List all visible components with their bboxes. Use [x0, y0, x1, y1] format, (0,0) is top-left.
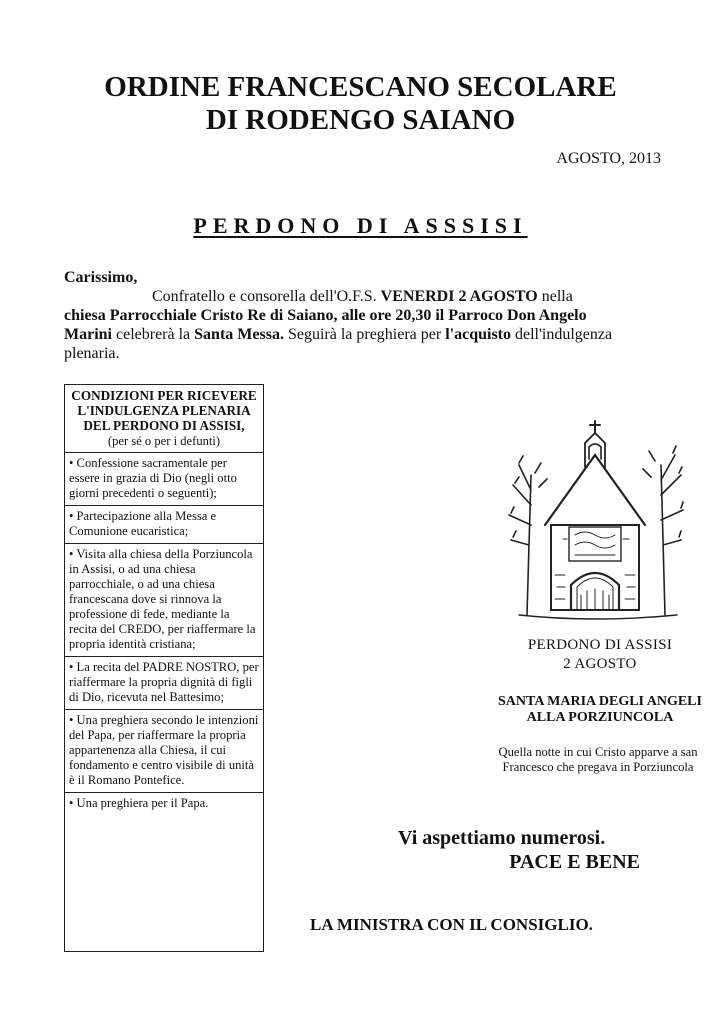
letter-acquisto: l'acquisto: [445, 326, 511, 343]
letter-location: chiesa Parrocchiale Cristo Re di Saiano, alle ore 20,30 il Parroco Don Angelo: [64, 307, 587, 324]
image-caption: [500, 636, 700, 674]
letter-line-2: [64, 306, 664, 325]
letter-body: [64, 268, 664, 363]
event-heading: [0, 213, 721, 239]
condition-item: • Partecipazione alla Messa e Comunione eucaristica;: [65, 505, 263, 543]
conditions-heading: CONDIZIONI PER RICEVERE L'INDULGENZA PLENARIA DEL PERDONO DI ASSISI,: [71, 388, 257, 433]
letter-text: celebrerà la: [112, 326, 195, 343]
letter-date: VENERDI 2 AGOSTO: [380, 288, 538, 305]
letter-text: dell'indulgenza: [511, 326, 613, 343]
condition-item: • La recita del PADRE NOSTRO, per riaffermare la propria dignità di figli di Dio, ricevuta nel Battesimo;: [65, 656, 263, 709]
condition-item: • Una preghiera secondo le intenzioni del Papa, per riaffermare la propria appartenenza alla Chiesa, il cui fondamento e centro visibile di unità è il Romano Pontefice.: [65, 709, 263, 792]
conditions-box: [64, 384, 264, 952]
condition-item: • Visita alla chiesa della Porziuncola in Assisi, o ad una chiesa parrocchiale, o ad una chiesa francescana dove si rinnova la professione di fede, mediante la recita del CREDO, per riaffermare la propria identità cristiana;: [65, 543, 263, 656]
signature: LA MINISTRA CON IL CONSIGLIO.: [310, 915, 593, 934]
pace-e-bene: PACE E BENE: [509, 851, 640, 873]
caption-place: SANTA MARIA DEGLI ANGELI ALLA PORZIUNCOLA: [498, 694, 702, 725]
porziuncola-chapel-illustration: [505, 415, 685, 630]
caption-line-1: PERDONO DI ASSISI: [527, 637, 673, 653]
document-title-line1: ORDINE FRANCESCANO SECOLARE: [104, 71, 617, 103]
invite-text: Vi aspettiamo numerosi.: [398, 827, 606, 849]
condition-item: • Confessione sacramentale per essere in grazia di Dio (negli otto giorni precedenti o seguenti);: [65, 452, 263, 505]
letter-text: Confratello e consorella dell'O.F.S.: [152, 288, 381, 305]
letter-line-3: [64, 325, 664, 344]
document-title-line2: DI RODENGO SAIANO: [205, 104, 516, 136]
letter-line-4: plenaria.: [64, 345, 120, 362]
letter-text: Seguirà la preghiera per: [283, 326, 446, 343]
letter-text: nella: [537, 288, 573, 305]
letter-line-1: [64, 287, 664, 306]
conditions-subheading: (per sé o per i defunti): [107, 434, 221, 448]
closing-invite: [370, 826, 670, 874]
letter-priest: Marini: [64, 326, 112, 343]
document-date: AGOSTO, 2013: [556, 150, 661, 167]
caption-line-2: 2 AGOSTO: [563, 656, 637, 672]
condition-item: • Una preghiera per il Papa.: [65, 792, 263, 815]
caption-note: Quella notte in cui Cristo apparve a san Francesco che pregava in Porziuncola: [498, 745, 698, 774]
letter-greeting: Carissimo,: [64, 269, 138, 286]
event-heading-text: PERDONO DI ASSSISI: [193, 213, 528, 238]
letter-mass: Santa Messa.: [194, 326, 284, 343]
